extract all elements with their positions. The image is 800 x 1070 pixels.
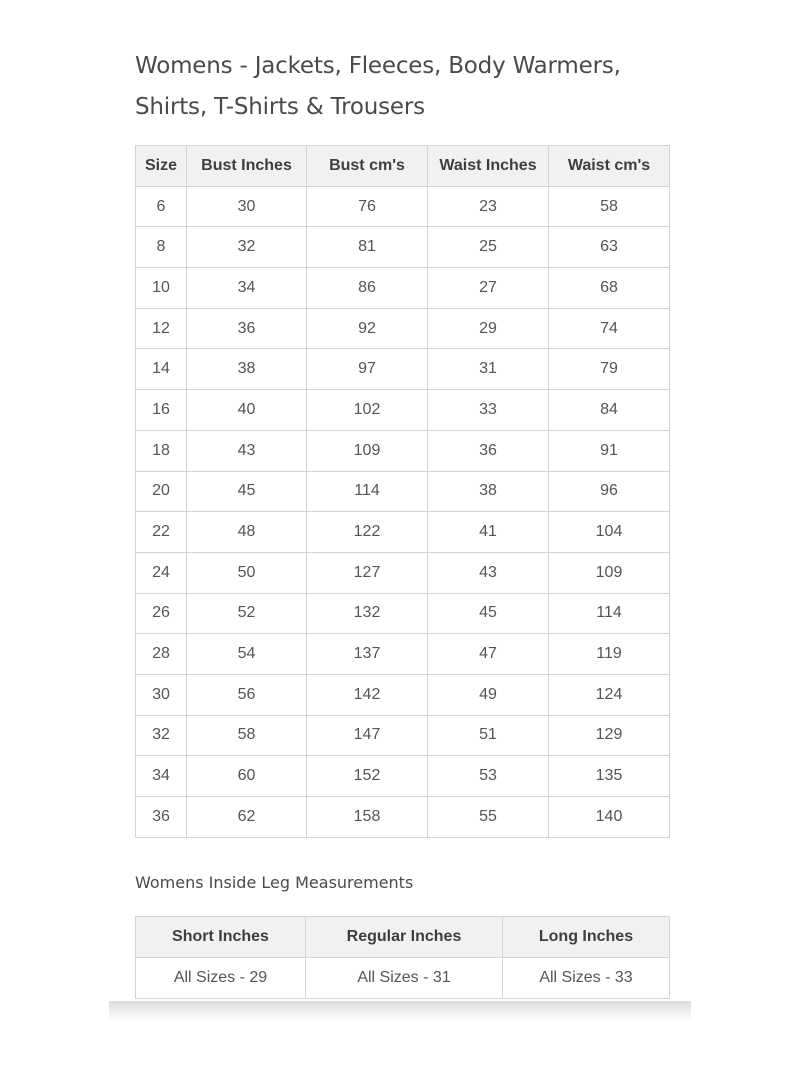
table-cell: 63 [549,227,670,268]
table-cell: 86 [307,268,428,309]
table-cell: 55 [428,797,549,838]
table-row [136,552,670,593]
table-cell: 62 [187,797,307,838]
column-header-waist-cm: Waist cm's [549,146,670,187]
table-cell: 12 [136,308,187,349]
table-cell: 74 [549,308,670,349]
table-cell: 102 [307,390,428,431]
column-header-long-inches: Long Inches [503,917,670,958]
size-table-header-row [136,146,670,187]
table-cell: 54 [187,634,307,675]
table-cell: 48 [187,512,307,553]
table-cell: 137 [307,634,428,675]
table-cell: 84 [549,390,670,431]
table-cell: 38 [187,349,307,390]
table-cell: 58 [187,715,307,756]
table-cell: 76 [307,186,428,227]
column-header-waist-inches: Waist Inches [428,146,549,187]
table-row [136,797,670,838]
column-header-bust-inches: Bust Inches [187,146,307,187]
table-cell: 52 [187,593,307,634]
table-cell: 127 [307,552,428,593]
table-cell: 8 [136,227,187,268]
table-cell: 142 [307,674,428,715]
table-cell: 129 [549,715,670,756]
table-row [136,308,670,349]
table-cell: 109 [307,430,428,471]
table-cell: 135 [549,756,670,797]
table-row [136,430,670,471]
table-cell: 27 [428,268,549,309]
table-cell: 36 [187,308,307,349]
table-cell: 18 [136,430,187,471]
column-header-regular-inches: Regular Inches [306,917,503,958]
table-row [136,715,670,756]
table-cell: All Sizes - 29 [136,958,306,999]
table-cell: 81 [307,227,428,268]
leg-table-body [136,958,670,999]
table-cell: 53 [428,756,549,797]
table-row [136,349,670,390]
table-row [136,227,670,268]
table-cell: 114 [549,593,670,634]
table-cell: 16 [136,390,187,431]
table-row [136,471,670,512]
table-cell: 96 [549,471,670,512]
table-cell: 45 [187,471,307,512]
table-cell: 43 [428,552,549,593]
table-cell: 36 [428,430,549,471]
table-cell: 26 [136,593,187,634]
table-cell: 34 [136,756,187,797]
table-cell: 20 [136,471,187,512]
table-cell: 30 [187,186,307,227]
table-cell: 158 [307,797,428,838]
table-row [136,593,670,634]
table-row [136,674,670,715]
table-cell: 32 [187,227,307,268]
leg-table-header-row [136,917,670,958]
bottom-shadow-divider [109,1001,691,1023]
table-cell: 104 [549,512,670,553]
column-header-size: Size [136,146,187,187]
table-cell: 91 [549,430,670,471]
table-cell: 147 [307,715,428,756]
table-cell: 24 [136,552,187,593]
size-table-body [136,186,670,837]
page-title: Womens - Jackets, Fleeces, Body Warmers, Shirts, T-Shirts & Trousers [135,53,621,120]
table-row [136,958,670,999]
table-row [136,268,670,309]
table-cell: 34 [187,268,307,309]
table-cell: 6 [136,186,187,227]
table-cell: 10 [136,268,187,309]
table-cell: 122 [307,512,428,553]
table-cell: 132 [307,593,428,634]
table-cell: 92 [307,308,428,349]
table-cell: 79 [549,349,670,390]
table-cell: 29 [428,308,549,349]
table-cell: 43 [187,430,307,471]
table-cell: 45 [428,593,549,634]
table-cell: 33 [428,390,549,431]
table-cell: 40 [187,390,307,431]
table-cell: 60 [187,756,307,797]
table-cell: 140 [549,797,670,838]
table-cell: 38 [428,471,549,512]
table-cell: 22 [136,512,187,553]
table-cell: 124 [549,674,670,715]
size-chart-table [135,145,670,838]
table-cell: 50 [187,552,307,593]
table-cell: 68 [549,268,670,309]
table-cell: 30 [136,674,187,715]
table-row [136,390,670,431]
table-cell: 36 [136,797,187,838]
table-cell: 23 [428,186,549,227]
inside-leg-title: Womens Inside Leg Measurements [135,873,414,892]
table-cell: 51 [428,715,549,756]
table-cell: 31 [428,349,549,390]
table-cell: 25 [428,227,549,268]
column-header-short-inches: Short Inches [136,917,306,958]
inside-leg-table [135,916,670,999]
table-cell: 49 [428,674,549,715]
table-cell: 32 [136,715,187,756]
column-header-bust-cm: Bust cm's [307,146,428,187]
table-row [136,756,670,797]
table-cell: 114 [307,471,428,512]
table-cell: 14 [136,349,187,390]
table-cell: 152 [307,756,428,797]
table-cell: All Sizes - 31 [306,958,503,999]
table-cell: 28 [136,634,187,675]
table-row [136,186,670,227]
table-cell: 58 [549,186,670,227]
table-cell: 47 [428,634,549,675]
table-cell: 97 [307,349,428,390]
table-cell: 109 [549,552,670,593]
table-row [136,634,670,675]
table-cell: 119 [549,634,670,675]
table-cell: 56 [187,674,307,715]
table-cell: 41 [428,512,549,553]
table-cell: All Sizes - 33 [503,958,670,999]
table-row [136,512,670,553]
